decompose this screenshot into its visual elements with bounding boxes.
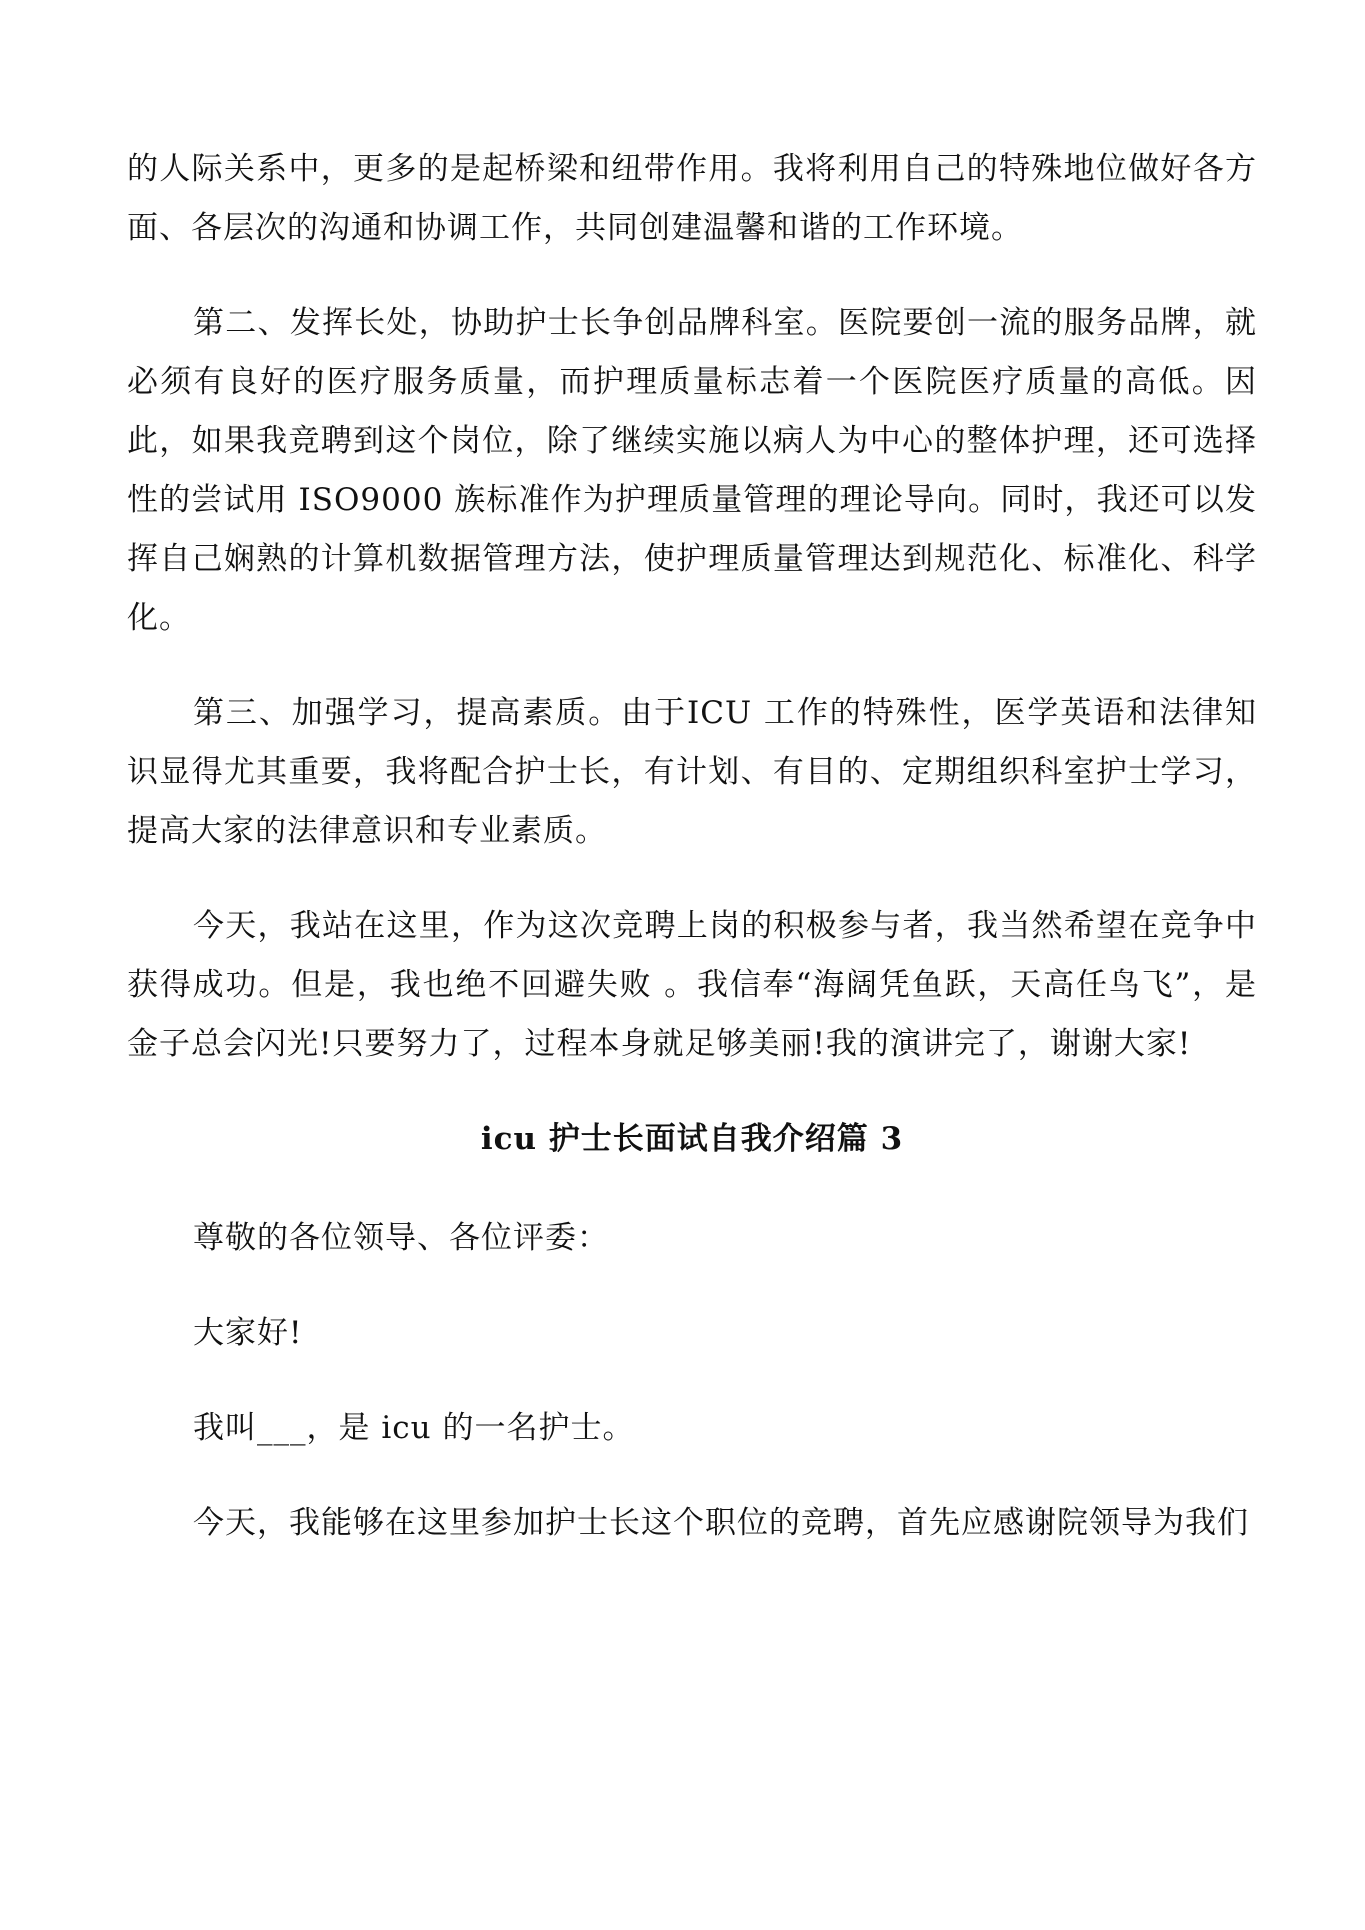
paragraph-closing: 今天，我站在这里，作为这次竞聘上岗的积极参与者，我当然希望在竞争中获得成功。但是，我也绝不回避失败 。我信奉“海阔凭鱼跃，天高任鸟飞”，是金子总会闪光!只要努力了，过程本身就足够美丽!我的演讲完了，谢谢大家! (127, 908, 1257, 1062)
paragraph-self-intro: 我叫___，是 icu 的一名护士。 (193, 1410, 635, 1446)
document-body (127, 140, 1257, 1589)
paragraph-salutation: 尊敬的各位领导、各位评委： (193, 1220, 609, 1256)
paragraph-second-point: 第二、发挥长处，协助护士长争创品牌科室。医院要创一流的服务品牌，就必须有良好的医疗服务质量，而护理质量标志着一个医院医疗质量的高低。因此，如果我竞聘到这个岗位，除了继续实施以病人为中心的整体护理，还可选择性的尝试用 ISO9000 族标准作为护理质量管理的理论导向。同时，我还可以发挥自己娴熟的计算机数据管理方法，使护理质量管理达到规范化、标准化、科学化。 (127, 305, 1257, 636)
paragraph-third-point: 第三、加强学习，提高素质。由于ICU 工作的特殊性，医学英语和法律知识显得尤其重要，我将配合护士长，有计划、有目的、定期组织科室护士学习，提高大家的法律意识和专业素质。 (127, 695, 1257, 849)
section-heading: icu 护士长面试自我介绍篇 3 (480, 1121, 904, 1157)
paragraph-opening: 今天，我能够在这里参加护士长这个职位的竞聘，首先应感谢院领导为我们 (193, 1505, 1249, 1541)
paragraph-greeting: 大家好! (193, 1315, 303, 1351)
paragraph-continuation: 的人际关系中，更多的是起桥梁和纽带作用。我将利用自己的特殊地位做好各方面、各层次的沟通和协调工作，共同创建温馨和谐的工作环境。 (127, 151, 1257, 246)
